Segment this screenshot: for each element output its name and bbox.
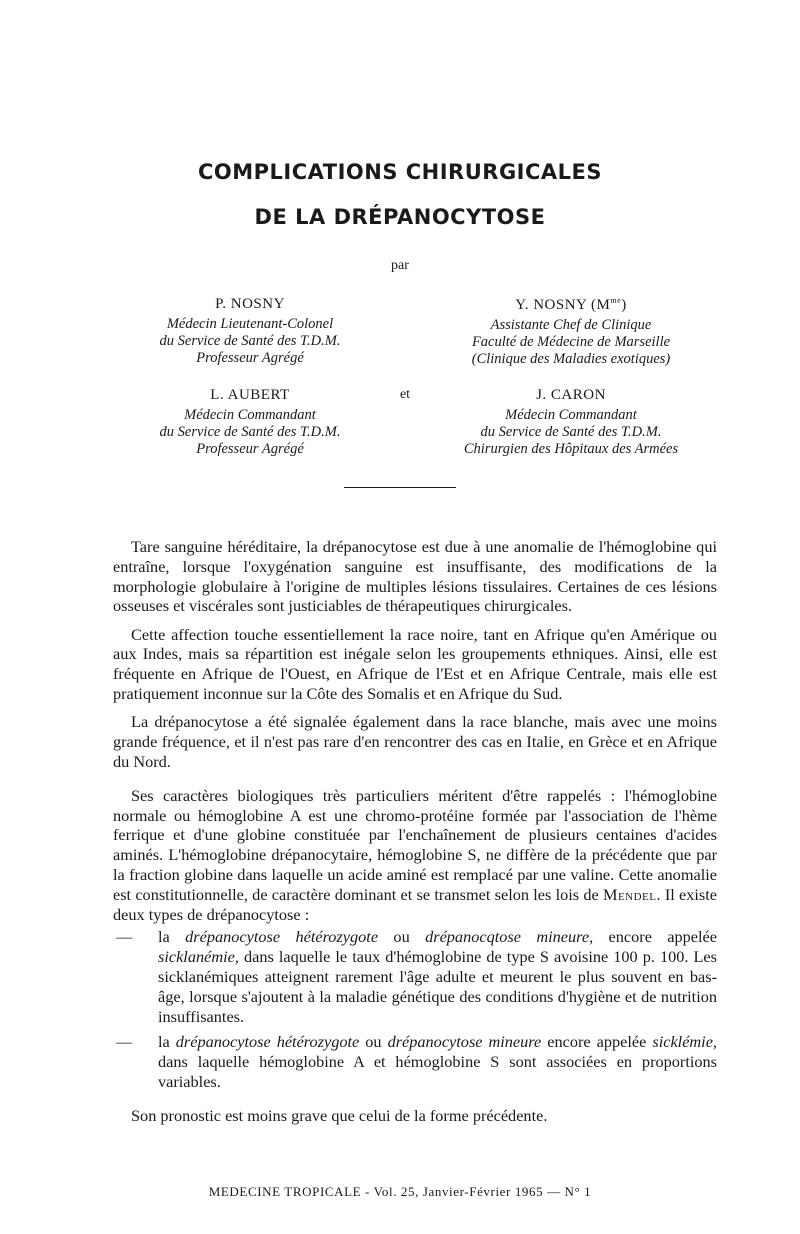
and-label: et <box>399 387 411 402</box>
article-body <box>113 537 717 1134</box>
by-label: par <box>391 258 409 273</box>
author-name: P. NOSNY <box>215 296 285 312</box>
author-role: Faculté de Médecine de Marseille <box>471 334 671 350</box>
author-role: du Service de Santé des T.D.M. <box>159 424 341 440</box>
author-role: du Service de Santé des T.D.M. <box>480 424 662 440</box>
author-name: L. AUBERT <box>210 387 290 403</box>
author-role: Professeur Agrégé <box>196 441 304 457</box>
author-role: Médecin Commandant <box>505 407 637 423</box>
paragraph: Tare sanguine héréditaire, la drépanocytose est due à une anomalie de l'hémoglobine qui entraîne, lorsque l'oxygénation sanguine est insuffisante, des modifications de la morphologie globulaire à l'origine de multiples lésions tissulaires. Certaines de ces lésions osseuses et viscérales sont justiciables de thérapeutiques chirurgicales. <box>113 537 717 616</box>
list-item: — la drépanocytose hétérozygote ou drépanocqtose mineure, encore appelée sicklanémie, dans laquelle le taux d'hémoglobine de type S avoisine 100 p. 100. Les sicklanémiques atteignent rarement l'âge adulte et meurent le plus souvent en bas-âge, lorsque s'ajoutent à la maladie génétique des conditions d'hygiène et de nutrition insuffisantes. <box>113 927 717 1026</box>
author-role: Médecin Commandant <box>184 407 316 423</box>
author-block-y-nosny <box>411 296 731 368</box>
paragraph: Son pronostic est moins grave que celui de la forme précédente. <box>131 1105 548 1125</box>
list-item: — la drépanocytose hétérozygote ou drépanocytose mineure encore appelée sicklémie, dans laquelle hémoglobine A et hémoglobine S sont associées en proportions variables. <box>113 1032 717 1091</box>
author-role: Médecin Lieutenant-Colonel <box>166 316 334 332</box>
em-dash: — <box>116 927 133 947</box>
article-title-line-1: COMPLICATIONS CHIRURGICALES <box>197 160 603 184</box>
author-role: Chirurgien des Hôpitaux des Armées <box>463 441 679 457</box>
em-dash: — <box>116 1032 133 1052</box>
journal-footer: MEDECINE TROPICALE - Vol. 25, Janvier-Février 1965 — N° 1 <box>208 1184 592 1199</box>
author-block-l-aubert <box>90 387 410 458</box>
author-name-mendel: Mendel <box>602 884 657 904</box>
author-block-p-nosny <box>90 296 410 367</box>
author-role: (Clinique des Maladies exotiques) <box>471 351 671 367</box>
separator-rule <box>344 487 456 488</box>
paragraph: Cette affection touche essentiellement la race noire, tant en Afrique qu'en Amérique ou aux Indes, mais sa répartition est inégale selon les groupements ethniques. Ainsi, elle est fréquente en Afrique de l'Ouest, en Afrique de l'Est et en Afrique Centrale, mais elle est pratiquement inconnue sur la Côte des Somalis et en Afrique du Sud. <box>113 624 717 704</box>
author-name: J. CARON <box>536 387 606 403</box>
article-title-line-2: DE LA DRÉPANOCYTOSE <box>254 205 546 229</box>
author-role: Assistante Chef de Clinique <box>490 317 652 333</box>
author-block-j-caron <box>398 387 744 458</box>
author-role: du Service de Santé des T.D.M. <box>159 333 341 349</box>
author-role: Professeur Agrégé <box>196 350 304 366</box>
paragraph: Ses caractères biologiques très particuliers méritent d'être rappelés : l'hémoglobine normale ou hémoglobine A est une chromo-protéine formée par l'association de l'hème ferrique et d'une globine constituée par l'enchaînement de plusieurs centaines d'acides aminés. L'hémoglobine drépanocytaire, hémoglobine S, ne diffère de la précédente que par la fraction globine dans laquelle un acide aminé est remplacé par une valine. Cette anomalie est constitutionnelle, de caractère dominant et se transmet selon les lois de Mendel. Il existe deux types de drépanocytose : <box>113 785 717 924</box>
author-name: Y. NOSNY $(M^{me})$ <box>515 296 627 313</box>
paragraph: La drépanocytose a été signalée également dans la race blanche, mais avec une moins grande fréquence, et il n'est pas rare d'en rencontrer des cas en Italie, en Grèce et en Afrique du Nord. <box>113 712 717 771</box>
